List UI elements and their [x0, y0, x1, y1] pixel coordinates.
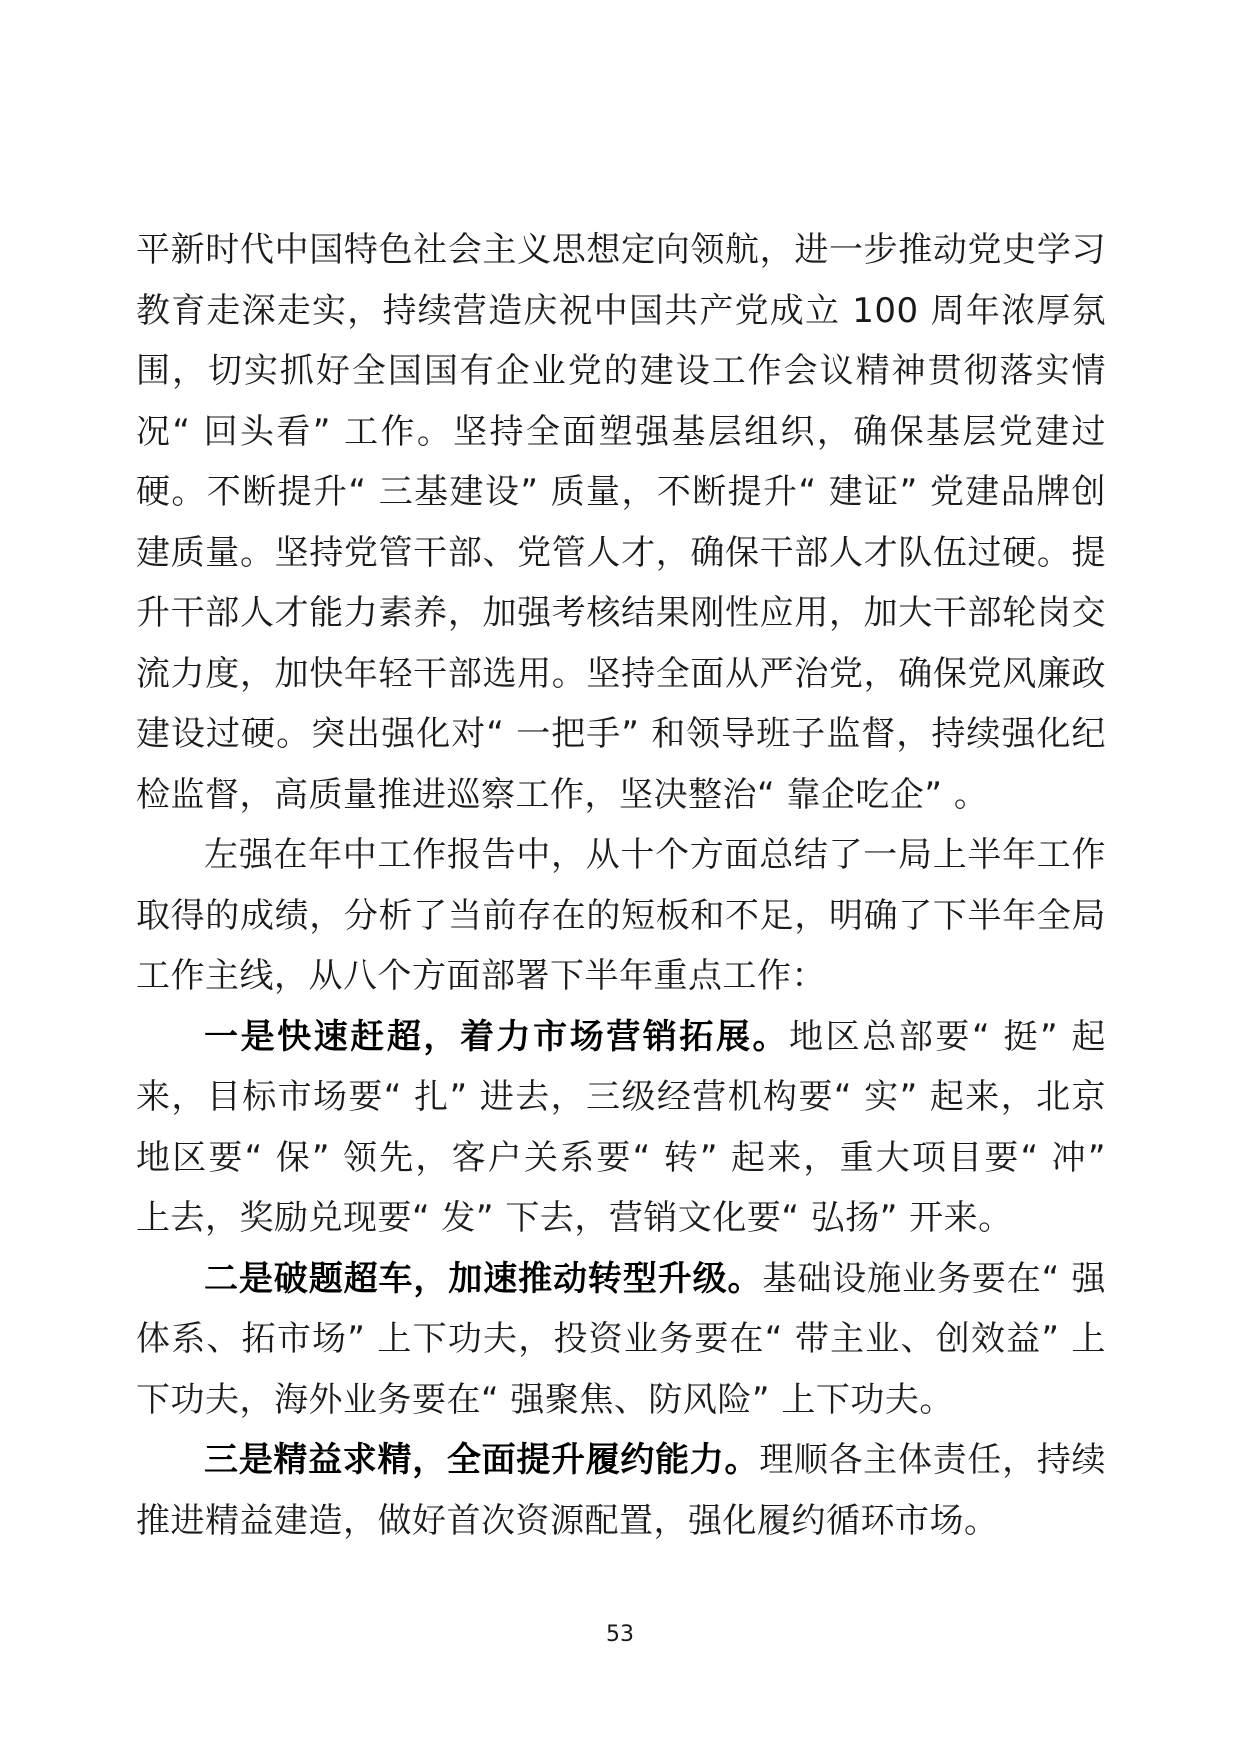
- paragraph-5-heading: 三是精益求精，全面提升履约能力。: [204, 1440, 760, 1480]
- paragraph-4-text: 基础设施业务要在“ 强体系、拓市场” 上下功夫，投资业务要在“ 带主业、创效益” 上下功夫，海外业务要在“ 强聚焦、防风险” 上下功夫。: [136, 1258, 1107, 1420]
- paragraph-5: [136, 1430, 1106, 1551]
- body-text: [136, 220, 1106, 1551]
- paragraph-2-text: 左强在年中工作报告中，从十个方面总结了一局上半年工作取得的成绩，分析了当前存在的短板和不足，明确了下半年全局工作主线，从八个方面部署下半年重点工作：: [136, 835, 1106, 996]
- paragraph-2: [136, 825, 1106, 1007]
- paragraph-5-text: 理顺各主体责任，持续推进精益建造，做好首次资源配置，强化履约循环市场。: [136, 1440, 1107, 1541]
- paragraph-3: [136, 1007, 1106, 1249]
- paragraph-1: [136, 220, 1106, 825]
- page-number: 53: [606, 1622, 634, 1647]
- paragraph-3-heading: 一是快速赶超，着力市场营销拓展。: [204, 1016, 790, 1057]
- paragraph-4: [136, 1249, 1106, 1431]
- paragraph-4-heading: 二是破题超车，加速推动转型升级。: [204, 1258, 763, 1299]
- paragraph-1-text: 平新时代中国特色社会主义思想定向领航，进一步推动党史学习教育走深走实，持续营造庆祝中国共产党成立 100 周年浓厚氛围，切实抓好全国国有企业党的建设工作会议精神贯彻落实情况“ 回头看” 工作。坚持全面塑强基层组织，确保基层党建过硬。不断提升“ 三基建设” 质量，不断提升“ 建证” 党建品牌创建质量。坚持党管干部、党管人才，确保干部人才队伍过硬。提升干部人才能力素养，加强考核结果刚性应用，加大干部轮岗交流力度，加快年轻干部选用。坚持全面从严治党，确保党风廉政建设过硬。突出强化对“ 一把手” 和领导班子监督，持续强化纪检监督，高质量推进巡察工作，坚决整治“ 靠企吃企” 。: [136, 230, 1106, 815]
- paragraph-3-text: 地区总部要“ 挺” 起来，目标市场要“ 扎” 进去，三级经营机构要“ 实” 起来，北京地区要“ 保” 领先，客户关系要“ 转” 起来，重大项目要“ 冲” 上去，奖励兑现要“ 发” 下去，营销文化要“ 弘扬” 开来。: [136, 1016, 1107, 1238]
